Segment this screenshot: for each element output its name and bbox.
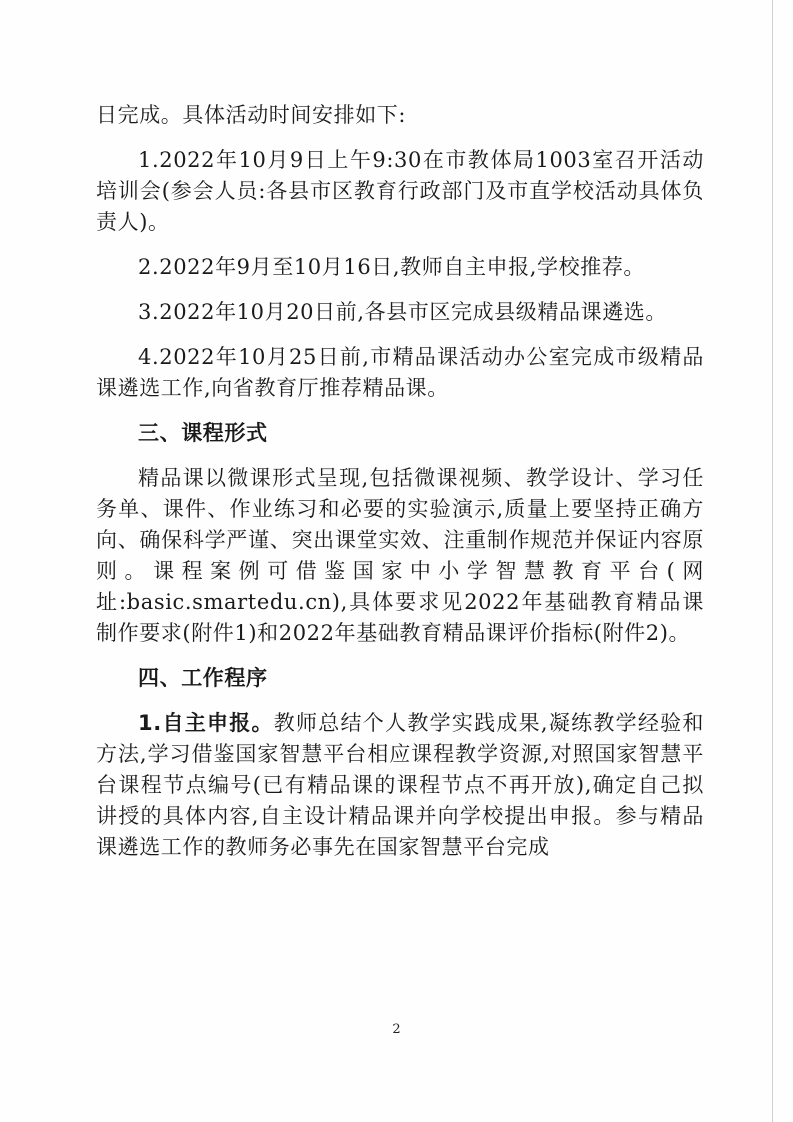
- document-body: [96, 100, 704, 877]
- procedure-step-1-body: 教师总结个人教学实践成果,凝练教学经验和方法,学习借鉴国家智慧平台相应课程教学资源,对照国家智慧平台课程节点编号(已有精品课的课程节点不再开放),确定自己拟讲授的具体内容,自主设计精品课并向学校提出申报。参与精品课遴选工作的教师务必事先在国家智慧平台完成: [96, 711, 704, 859]
- schedule-item-3: 3.2022年10月20日前,各县市区完成县级精品课遴选。: [138, 300, 667, 324]
- schedule-item-4: 4.2022年10月25日前,市精品课活动办公室完成市级精品课遴选工作,向省教育厅推荐精品课。: [96, 345, 704, 400]
- procedure-step-1-lead: 1.自主申报。: [138, 711, 274, 735]
- schedule-item-1: 1.2022年10月9日上午9:30在市教体局1003室召开活动培训会(参会人员:各县市区教育行政部门及市直学校活动具体负责人)。: [96, 148, 704, 234]
- page-number: 2: [392, 1022, 401, 1037]
- scan-edge-line: [772, 0, 773, 1122]
- procedure-step-1: [96, 708, 704, 863]
- section-heading-work-procedure: 四、工作程序: [138, 666, 268, 690]
- paragraph-continuation: 日完成。具体活动时间安排如下:: [96, 103, 407, 127]
- course-format-paragraph: 精品课以微课形式呈现,包括微课视频、教学设计、学习任务单、课件、作业练习和必要的实验演示,质量上要坚持正确方向、确保科学严谨、突出课堂实效、注重制作规范并保证内容原则。课程案例可借鉴国家中小学智慧教育平台(网址:basic.smartedu.cn),具体要求见2022年基础教育精品课制作要求(附件1)和2022年基础教育精品课评价指标(附件2)。: [96, 466, 704, 645]
- schedule-item-2: 2.2022年9月至10月16日,教师自主申报,学校推荐。: [138, 255, 646, 279]
- section-heading-course-format: 三、课程形式: [138, 421, 268, 445]
